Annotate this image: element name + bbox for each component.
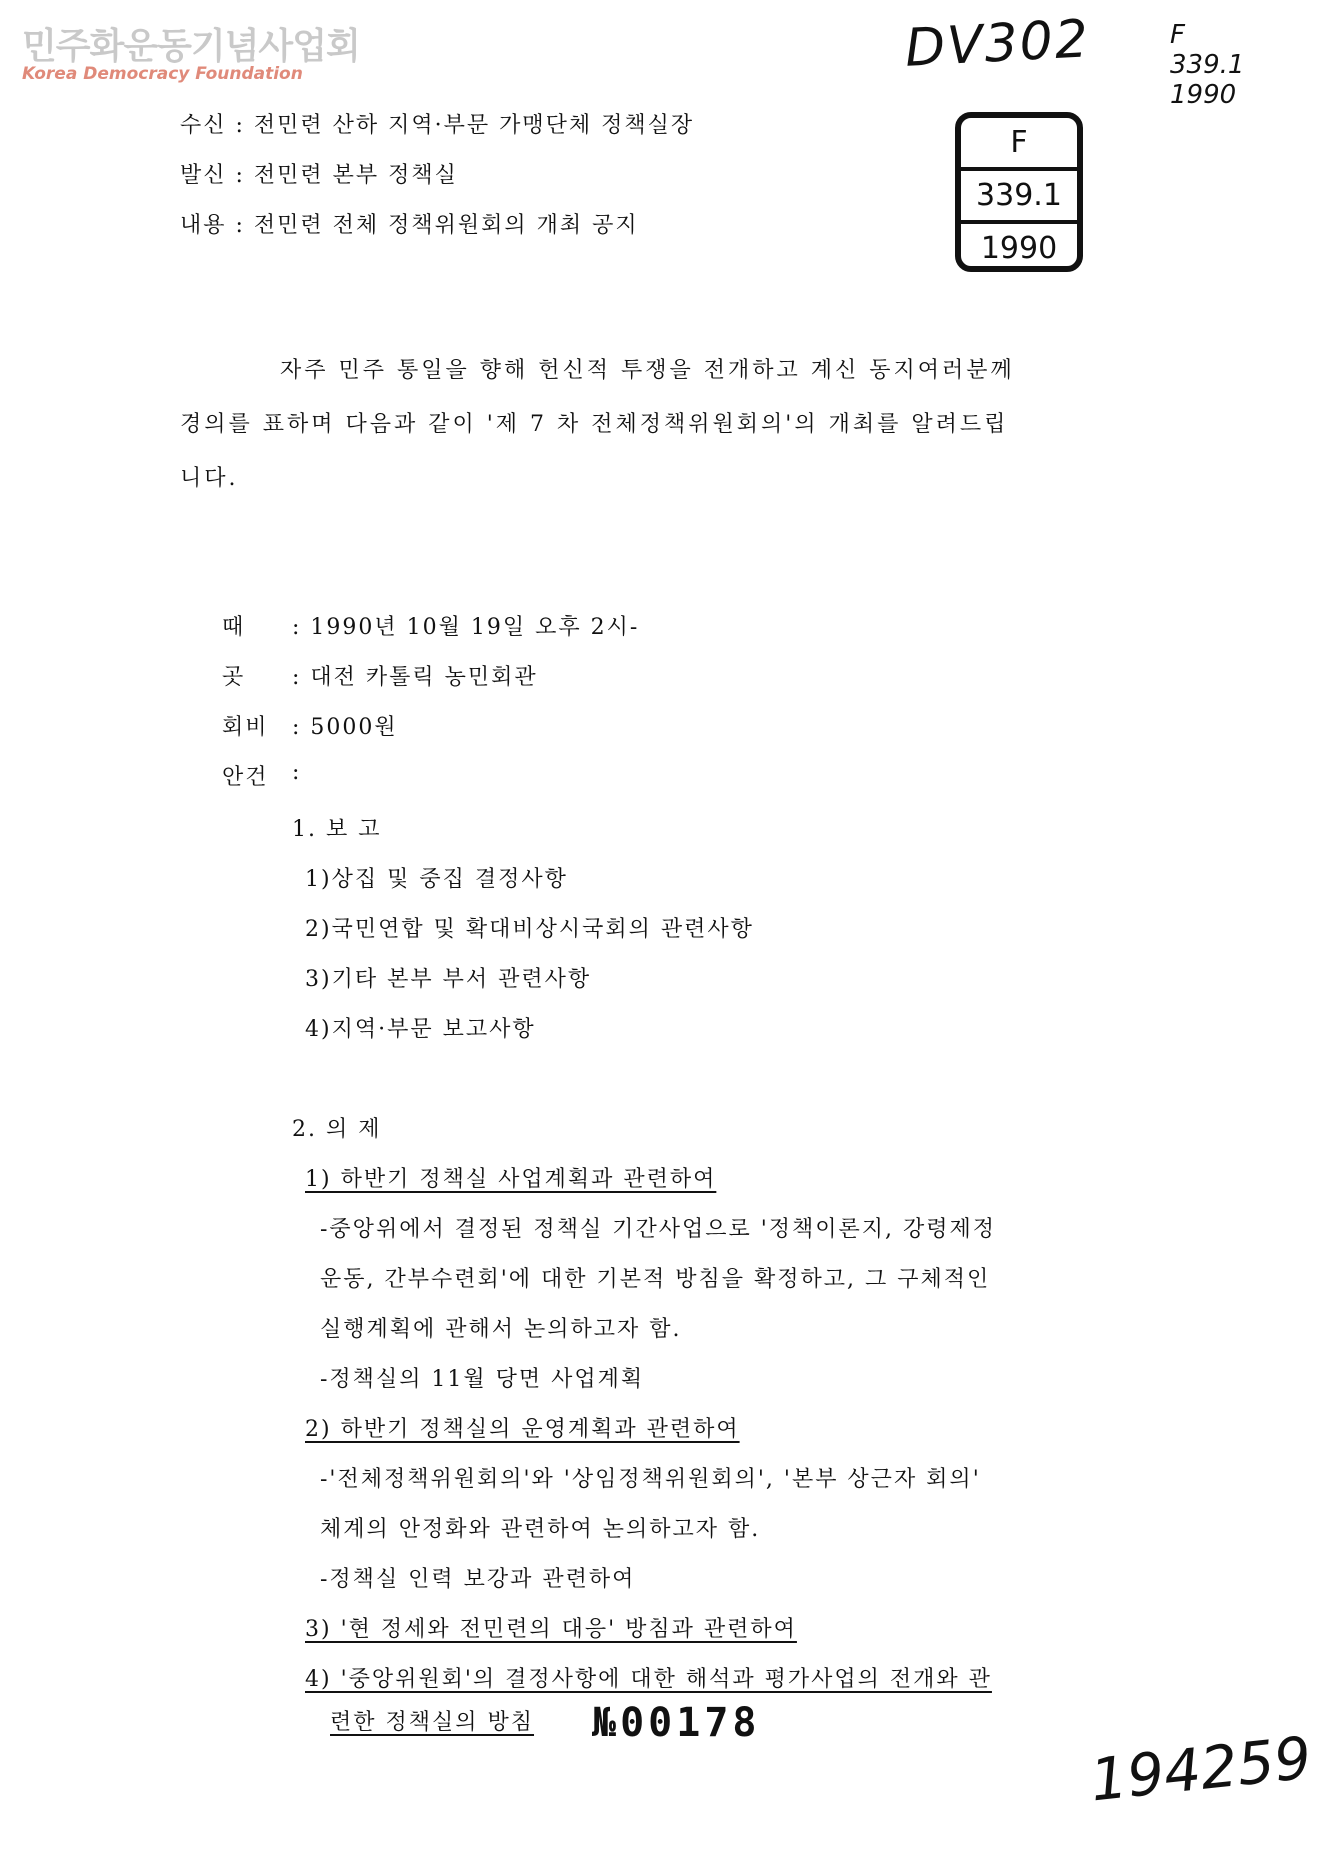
handwritten-classification: [1170, 20, 1280, 110]
foundation-logo-english: Korea Democracy Foundation: [22, 64, 303, 84]
agenda-item-title: 3) '현 정세와 전민련의 대응' 방침과 관련하여: [305, 1617, 797, 1642]
detail-agenda-value: :: [292, 760, 302, 785]
report-item: 2)국민연합 및 확대비상시국회의 관련사항: [305, 917, 754, 942]
intro-line: 자주 민주 통일을 향해 헌신적 투쟁을 전개하고 계신 동지여러분께: [280, 358, 1015, 383]
agenda-heading: 2. 의 제: [292, 1117, 382, 1142]
report-item: 4)지역·부문 보고사항: [305, 1017, 536, 1042]
detail-place-value: : 대전 카톨릭 농민회관: [292, 665, 538, 690]
detail-fee-label: 회비: [222, 715, 269, 740]
stamp-row: F: [961, 118, 1077, 171]
agenda-item-text: 운동, 간부수련회'에 대한 기본적 방침을 확정하고, 그 구체적인: [320, 1267, 991, 1292]
agenda-item-text: -정책실의 11월 당면 사업계획: [320, 1367, 645, 1392]
agenda-item-title: 련한 정책실의 방침: [330, 1710, 535, 1735]
detail-fee-value: : 5000원: [292, 715, 398, 740]
handwritten-code: DV302: [903, 9, 1092, 79]
detail-time-value: : 1990년 10월 19일 오후 2시-: [292, 615, 640, 640]
intro-paragraph: [180, 344, 1160, 506]
detail-agenda-label: 안건: [222, 765, 269, 790]
agenda-item-text: 실행계획에 관해서 논의하고자 함.: [320, 1317, 682, 1342]
intro-line: 경의를 표하며 다음과 같이 '제 7 차 전체정책위원회의'의 개최를 알려드립: [180, 412, 1009, 437]
stamp-row: 1990: [980, 231, 1058, 266]
agenda-item-text: 체계의 안정화와 관련하여 논의하고자 함.: [320, 1517, 761, 1542]
report-heading: 1. 보 고: [292, 817, 382, 842]
header-recipient: 수신 : 전민련 산하 지역·부문 가맹단체 정책실장: [180, 113, 695, 138]
report-item: 1)상집 및 중집 결정사항: [305, 867, 568, 892]
classification-stamp: [955, 112, 1083, 272]
agenda-item-text: -'전체정책위원회의'와 '상임정책위원회의', '본부 상근자 회의': [320, 1467, 981, 1492]
agenda-item-title: 2) 하반기 정책실의 운영계획과 관련하여: [305, 1417, 740, 1442]
intro-line: 니다.: [180, 466, 239, 491]
detail-time-label: 때: [222, 615, 246, 640]
agenda-item-text: -중앙위에서 결정된 정책실 기간사업으로 '정책이론지, 강령제정: [320, 1217, 996, 1242]
serial-number: №00178: [592, 1700, 761, 1746]
handwritten-document-number: 194259: [1087, 1723, 1315, 1815]
handwritten-classification-line: F: [1170, 20, 1185, 50]
detail-place-label: 곳: [222, 665, 246, 690]
header-sender: 발신 : 전민련 본부 정책실: [180, 163, 458, 188]
report-item: 3)기타 본부 부서 관련사항: [305, 967, 592, 992]
handwritten-classification-line: 339.1: [1170, 50, 1245, 80]
stamp-row: 339.1: [961, 171, 1077, 224]
handwritten-classification-line: 1990: [1170, 80, 1237, 110]
foundation-logo-korean: 민주화운동기념사업회: [22, 26, 360, 67]
agenda-item-text: -정책실 인력 보강과 관련하여: [320, 1567, 636, 1592]
agenda-item-title: 4) '중앙위원회'의 결정사항에 대한 해석과 평가사업의 전개와 관: [305, 1667, 992, 1692]
agenda-item-title: 1) 하반기 정책실 사업계획과 관련하여: [305, 1167, 717, 1192]
header-subject: 내용 : 전민련 전체 정책위원회의 개최 공지: [180, 213, 639, 238]
